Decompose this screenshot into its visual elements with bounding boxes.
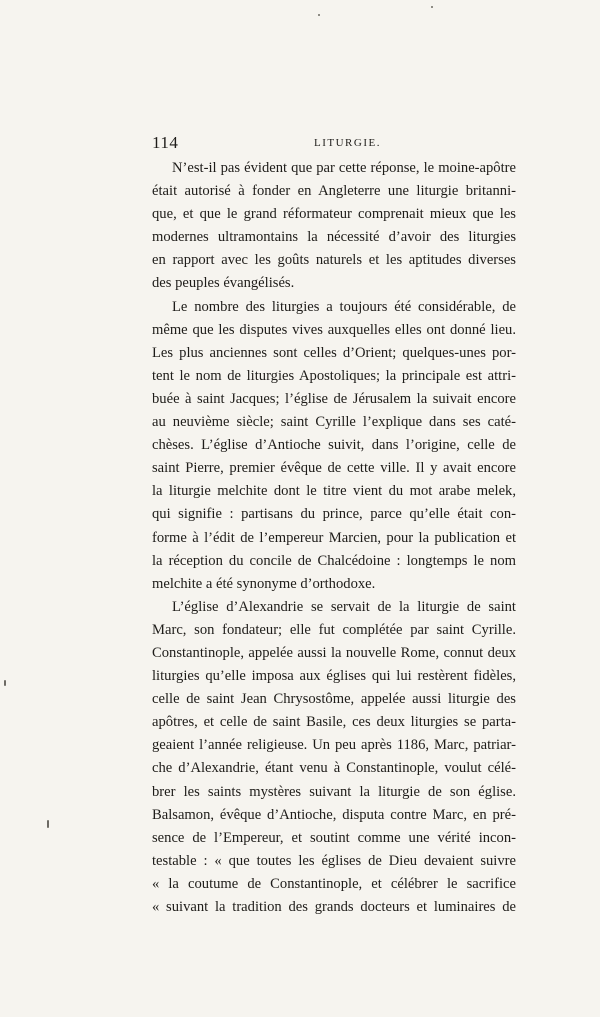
- text-line: Le nombre des liturgies a toujours été considérable, de: [172, 298, 516, 315]
- text-line: chèses. L’église d’Antioche suivit, dans l’origine, celle de: [152, 437, 516, 454]
- print-speck: [431, 6, 433, 8]
- print-speck: [318, 14, 320, 16]
- text-line: tent le nom de liturgies Apostoliques; la principale est attri-: [152, 367, 516, 384]
- text-line: Marc, son fondateur; elle fut complétée par saint Cyrille.: [152, 621, 516, 638]
- text-line: au neuvième siècle; saint Cyrille l’explique dans ses caté-: [152, 414, 516, 431]
- text-line: testable : « que toutes les églises de Dieu devaient suivre: [152, 852, 516, 869]
- print-speck: [47, 820, 49, 828]
- text-line: forme à l’édit de l’empereur Marcien, pour la publication et: [152, 529, 516, 546]
- text-line: même que les disputes vives auxquelles elles ont donné lieu.: [152, 321, 516, 338]
- text-line: « la coutume de Constantinople, et célébrer le sacrifice: [152, 875, 516, 892]
- text-line: qui signifie : partisans du prince, parce qu’elle était con-: [152, 506, 516, 523]
- text-line: buée à saint Jacques; l’église de Jérusalem la suivait encore: [152, 390, 516, 407]
- text-line: geaient l’année religieuse. Un peu après 1186, Marc, patriar-: [152, 737, 516, 754]
- text-line: des peuples évangélisés.: [152, 275, 295, 292]
- text-line: modernes ultramontains la nécessité d’avoir des liturgies: [152, 229, 516, 246]
- text-line: N’est-il pas évident que par cette réponse, le moine-apôtre: [172, 160, 516, 176]
- text-line: Constantinople, appelée aussi la nouvelle Rome, connut deux: [152, 644, 516, 661]
- text-line: apôtres, et celle de saint Basile, ces deux liturgies se parta-: [152, 714, 516, 731]
- text-line: la liturgie melchite dont le titre vient du mot arabe melek,: [152, 483, 516, 500]
- text-line: était autorisé à fonder en Angleterre une liturgie britanni-: [152, 183, 516, 200]
- text-line: saint Pierre, premier évêque de cette ville. Il y avait encore: [152, 460, 516, 477]
- text-line: que, et que le grand réformateur comprenait mieux que les: [152, 206, 516, 223]
- page-number: 114: [152, 133, 179, 152]
- text-line: L’église d’Alexandrie se servait de la liturgie de saint: [172, 598, 516, 615]
- print-speck: [4, 680, 6, 686]
- body-text: [152, 157, 516, 919]
- text-line: Les plus anciennes sont celles d’Orient; quelques-unes por-: [152, 344, 516, 361]
- text-line: la réception du concile de Chalcédoine : longtemps le nom: [152, 552, 516, 569]
- page-header: [152, 133, 516, 153]
- text-line: che d’Alexandrie, étant venu à Constantinople, voulut célé-: [152, 760, 516, 777]
- running-head: LITURGIE.: [314, 137, 381, 149]
- text-line: Balsamon, évêque d’Antioche, disputa contre Marc, en pré-: [152, 806, 516, 823]
- text-line: liturgies qu’elle imposa aux églises qui lui restèrent fidèles,: [152, 668, 516, 685]
- text-line: brer les saints mystères suivant la liturgie de son église.: [152, 783, 516, 800]
- text-line: « suivant la tradition des grands docteurs et luminaires de: [152, 899, 516, 915]
- text-line: en rapport avec les goûts naturels et les aptitudes diverses: [152, 252, 516, 269]
- text-line: celle de saint Jean Chrysostôme, appelée aussi liturgie des: [152, 691, 516, 708]
- text-line: sence de l’Empereur, et soutint comme une vérité incon-: [152, 829, 516, 846]
- text-line: melchite a été synonyme d’orthodoxe.: [152, 575, 376, 592]
